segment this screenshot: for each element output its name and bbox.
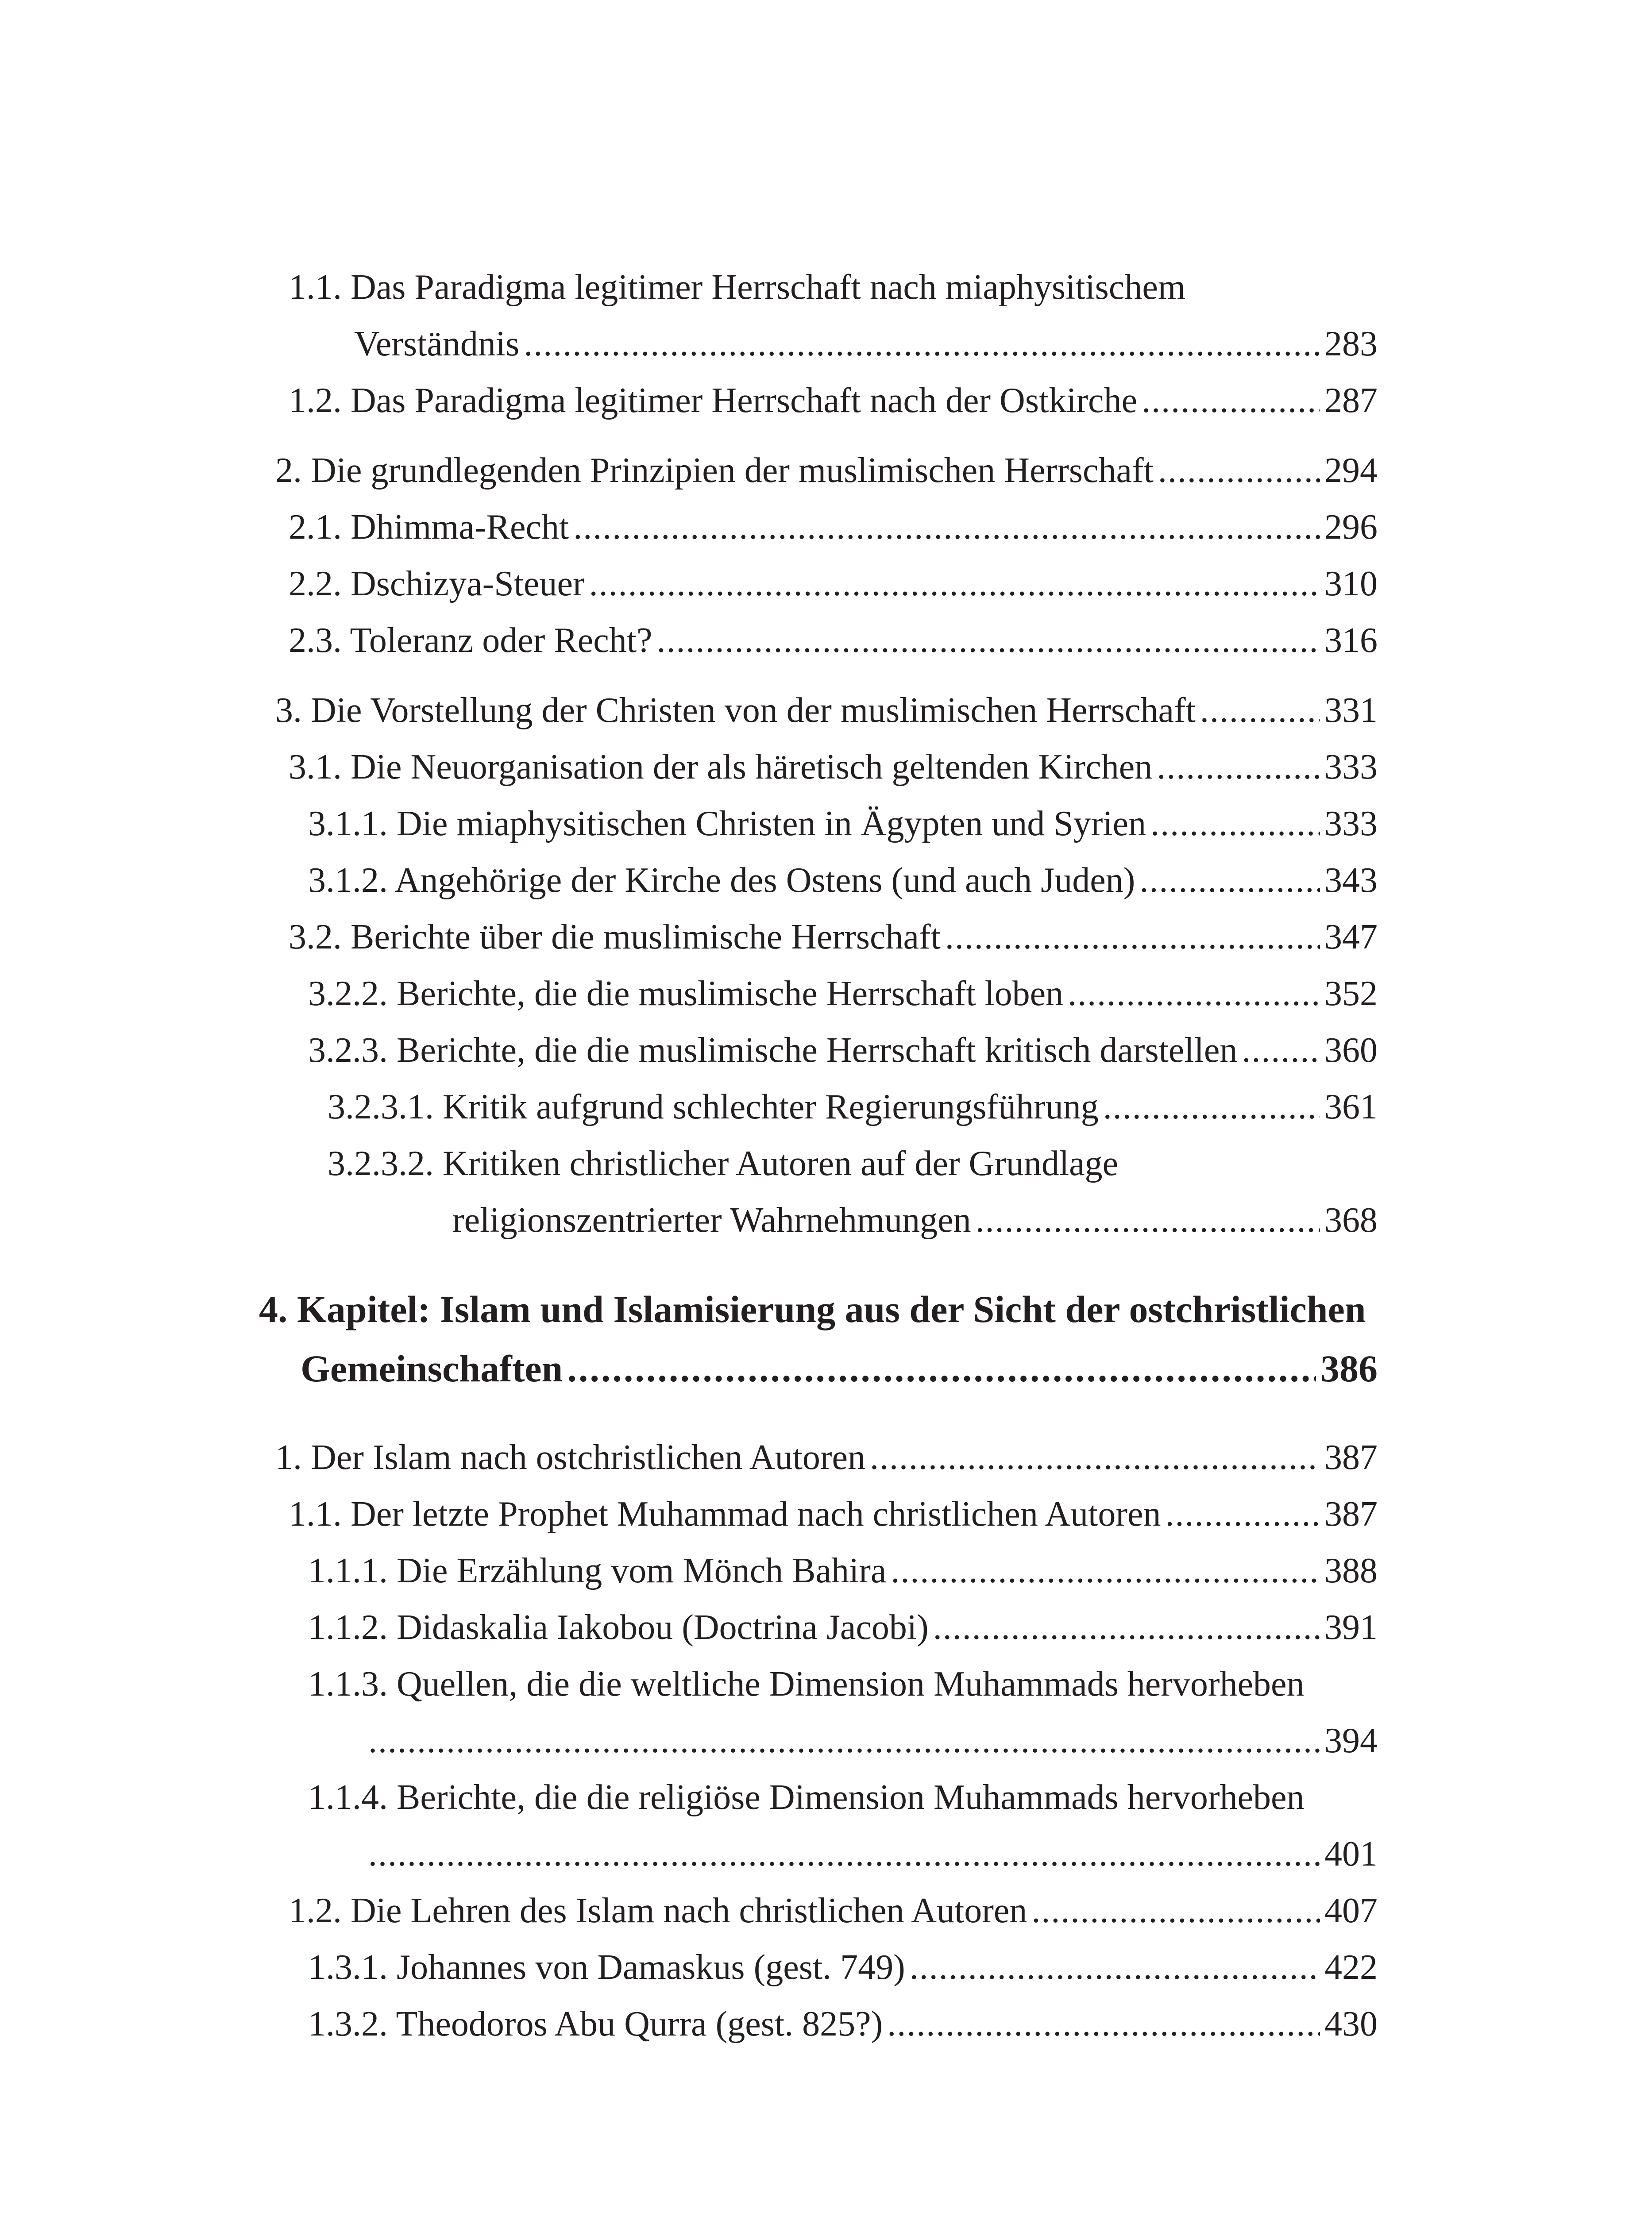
toc-entry-line (308, 1996, 1378, 2052)
toc-entry-line (308, 1939, 1378, 1996)
toc-entry-title: 3.2.2. Berichte, die die muslimische Herrschaft loben (308, 974, 1064, 1013)
toc-entry-line (289, 1486, 1378, 1542)
toc-entry-title: 3.2. Berichte über die muslimische Herrschaft (289, 918, 941, 956)
leader-dots (656, 612, 1320, 669)
toc-page-number: 296 (1324, 508, 1378, 547)
toc-page-number: 343 (1324, 861, 1378, 900)
toc-page-number: 360 (1324, 1031, 1378, 1070)
leader-dots (1158, 442, 1320, 499)
leader-dots (945, 909, 1320, 965)
toc-entry (289, 372, 1652, 429)
toc-entry-line (289, 1882, 1378, 1939)
toc-entry-title: 2.2. Dschizya-Steuer (289, 564, 585, 603)
toc-entry-title: 3. Die Vorstellung der Christen von der muslimischen Herrschaft (275, 691, 1196, 730)
toc-page-number: 316 (1324, 621, 1378, 660)
leader-dots (567, 1339, 1316, 1398)
toc-entry-line (275, 1429, 1378, 1486)
leader-dots (1200, 682, 1320, 739)
toc-entry-title: 1.1.4. Berichte, die die religiöse Dimension Muhammads hervorheben (308, 1778, 1305, 1817)
toc-entry (308, 852, 1652, 909)
toc-page-number: 361 (1324, 1087, 1378, 1126)
toc-entry (308, 795, 1652, 852)
leader-dots (1166, 1486, 1320, 1542)
toc-page-number: 347 (1324, 918, 1378, 956)
toc-entry-title: 1.2. Die Lehren des Islam nach christlichen Autoren (289, 1891, 1027, 1930)
leader-dots (368, 1712, 1320, 1769)
toc-entry-title: 1.1. Das Paradigma legitimer Herrschaft nach miaphysitischem (289, 268, 1186, 307)
toc-entry-title: 3.1.2. Angehörige der Kirche des Ostens (und auch Juden) (308, 861, 1135, 900)
toc-chapter-entry (259, 1280, 1652, 1398)
toc-entry-line (308, 795, 1378, 852)
leader-dots (870, 1429, 1320, 1486)
toc-page-number: 387 (1324, 1438, 1378, 1477)
toc-entry-title: 1.3.2. Theodoros Abu Qurra (gest. 825?) (308, 2005, 883, 2043)
toc-page-number: 387 (1324, 1495, 1378, 1534)
toc-entry-line (289, 372, 1378, 429)
leader-dots (573, 499, 1320, 555)
toc-entry-line (328, 1079, 1378, 1135)
toc-page-number: 310 (1324, 564, 1378, 603)
toc-entry-line (308, 852, 1378, 909)
toc-entry-title: 1.1.3. Quellen, die die weltliche Dimension Muhammads hervorheben (308, 1665, 1305, 1704)
toc-entry-line (289, 739, 1378, 795)
toc-entry-title: 1.1.2. Didaskalia Iakobou (Doctrina Jacobi) (308, 1608, 929, 1647)
toc-entry (308, 1022, 1652, 1079)
leader-dots (1157, 739, 1320, 795)
toc-entry-line (364, 1826, 1378, 1882)
toc-entry-title: 1. Der Islam nach ostchristlichen Autoren (275, 1438, 865, 1477)
leader-dots (368, 1826, 1320, 1882)
toc-entry (275, 1429, 1652, 1486)
toc-page-number: 283 (1324, 324, 1378, 363)
toc-entry-line (452, 1192, 1378, 1249)
toc-entry-line (308, 965, 1378, 1022)
toc-page-number: 407 (1324, 1891, 1378, 1930)
toc-entry-title: 2.3. Toleranz oder Recht? (289, 621, 652, 660)
toc-entry-line (289, 555, 1378, 612)
toc-page-number: 430 (1324, 2005, 1378, 2043)
toc-entry-title: 1.1. Der letzte Prophet Muhammad nach christlichen Autoren (289, 1495, 1161, 1534)
toc-page-number: 294 (1324, 451, 1378, 490)
toc-entry-title: 3.1. Die Neuorganisation der als häretisch geltenden Kirchen (289, 748, 1153, 787)
toc-entry (289, 555, 1652, 612)
toc-entry (308, 1769, 1652, 1882)
toc-page-number: 394 (1324, 1721, 1378, 1760)
table-of-contents (0, 259, 1652, 2052)
leader-dots (1242, 1022, 1320, 1079)
leader-dots (524, 316, 1320, 372)
toc-entry (308, 1656, 1652, 1769)
toc-entry (308, 965, 1652, 1022)
toc-entry (289, 909, 1652, 965)
toc-page-number: 386 (1320, 1347, 1378, 1390)
toc-entry (275, 682, 1652, 739)
toc-entry-title: 1.2. Das Paradigma legitimer Herrschaft nach der Ostkirche (289, 381, 1138, 420)
toc-page-number: 352 (1324, 974, 1378, 1013)
toc-entry (308, 1542, 1652, 1599)
toc-entry-title: 2. Die grundlegenden Prinzipien der muslimischen Herrschaft (275, 451, 1154, 490)
toc-entry (289, 259, 1652, 372)
toc-entry (328, 1135, 1652, 1249)
toc-entry-title-continued: Verständnis (354, 324, 520, 363)
toc-entry-title-continued: religionszentrierter Wahrnehmungen (452, 1201, 971, 1240)
leader-dots (1142, 372, 1320, 429)
toc-entry (275, 442, 1652, 499)
toc-entry (328, 1079, 1652, 1135)
toc-entry (289, 1882, 1652, 1939)
toc-entry (289, 739, 1652, 795)
toc-page-number: 287 (1324, 381, 1378, 420)
toc-entry-line (289, 909, 1378, 965)
toc-entry-line (289, 499, 1378, 555)
toc-entry (289, 612, 1652, 669)
leader-dots (1103, 1079, 1320, 1135)
toc-page-number: 401 (1324, 1835, 1378, 1874)
toc-entry-line (308, 1599, 1378, 1656)
leader-dots (589, 555, 1320, 612)
leader-dots (1139, 852, 1320, 909)
toc-entry (308, 1939, 1652, 1996)
toc-page-number: 331 (1324, 691, 1378, 730)
toc-entry-title: 3.2.3.2. Kritiken christlicher Autoren auf der Grundlage (328, 1144, 1119, 1183)
toc-entry (289, 499, 1652, 555)
toc-entry-line (308, 1542, 1378, 1599)
toc-chapter-title-continued: Gemeinschaften (301, 1347, 563, 1390)
toc-entry (308, 1599, 1652, 1656)
toc-entry-line (275, 682, 1378, 739)
leader-dots (887, 1996, 1320, 2052)
toc-entry-line (301, 1339, 1378, 1398)
toc-entry-line (289, 612, 1378, 669)
toc-entry (308, 1996, 1652, 2052)
toc-chapter-title: 4. Kapitel: Islam und Islamisierung aus der Sicht der ostchristlichen (259, 1288, 1366, 1330)
toc-entry-title: 2.1. Dhimma-Recht (289, 508, 569, 547)
leader-dots (891, 1542, 1320, 1599)
toc-entry-title: 1.1.1. Die Erzählung vom Mönch Bahira (308, 1551, 887, 1590)
toc-page-number: 368 (1324, 1201, 1378, 1240)
toc-entry-line (308, 1022, 1378, 1079)
toc-page-number: 333 (1324, 804, 1378, 843)
leader-dots (933, 1599, 1320, 1656)
toc-page-number: 388 (1324, 1551, 1378, 1590)
toc-page-number: 333 (1324, 748, 1378, 787)
toc-entry-title: 3.2.3. Berichte, die die muslimische Herrschaft kritisch darstellen (308, 1031, 1238, 1070)
toc-page-number: 391 (1324, 1608, 1378, 1647)
leader-dots (976, 1192, 1320, 1249)
leader-dots (1031, 1882, 1320, 1939)
toc-entry-title: 3.2.3.1. Kritik aufgrund schlechter Regierungsführung (328, 1087, 1099, 1126)
leader-dots (1068, 965, 1320, 1022)
toc-entry-line (275, 442, 1378, 499)
toc-page-number: 422 (1324, 1948, 1378, 1987)
toc-entry (289, 1486, 1652, 1542)
leader-dots (1150, 795, 1320, 852)
toc-entry-line (364, 1712, 1378, 1769)
toc-entry-title: 1.3.1. Johannes von Damaskus (gest. 749) (308, 1948, 905, 1987)
leader-dots (910, 1939, 1320, 1996)
toc-entry-title: 3.1.1. Die miaphysitischen Christen in Ägypten und Syrien (308, 804, 1146, 843)
toc-entry-line (354, 316, 1378, 372)
